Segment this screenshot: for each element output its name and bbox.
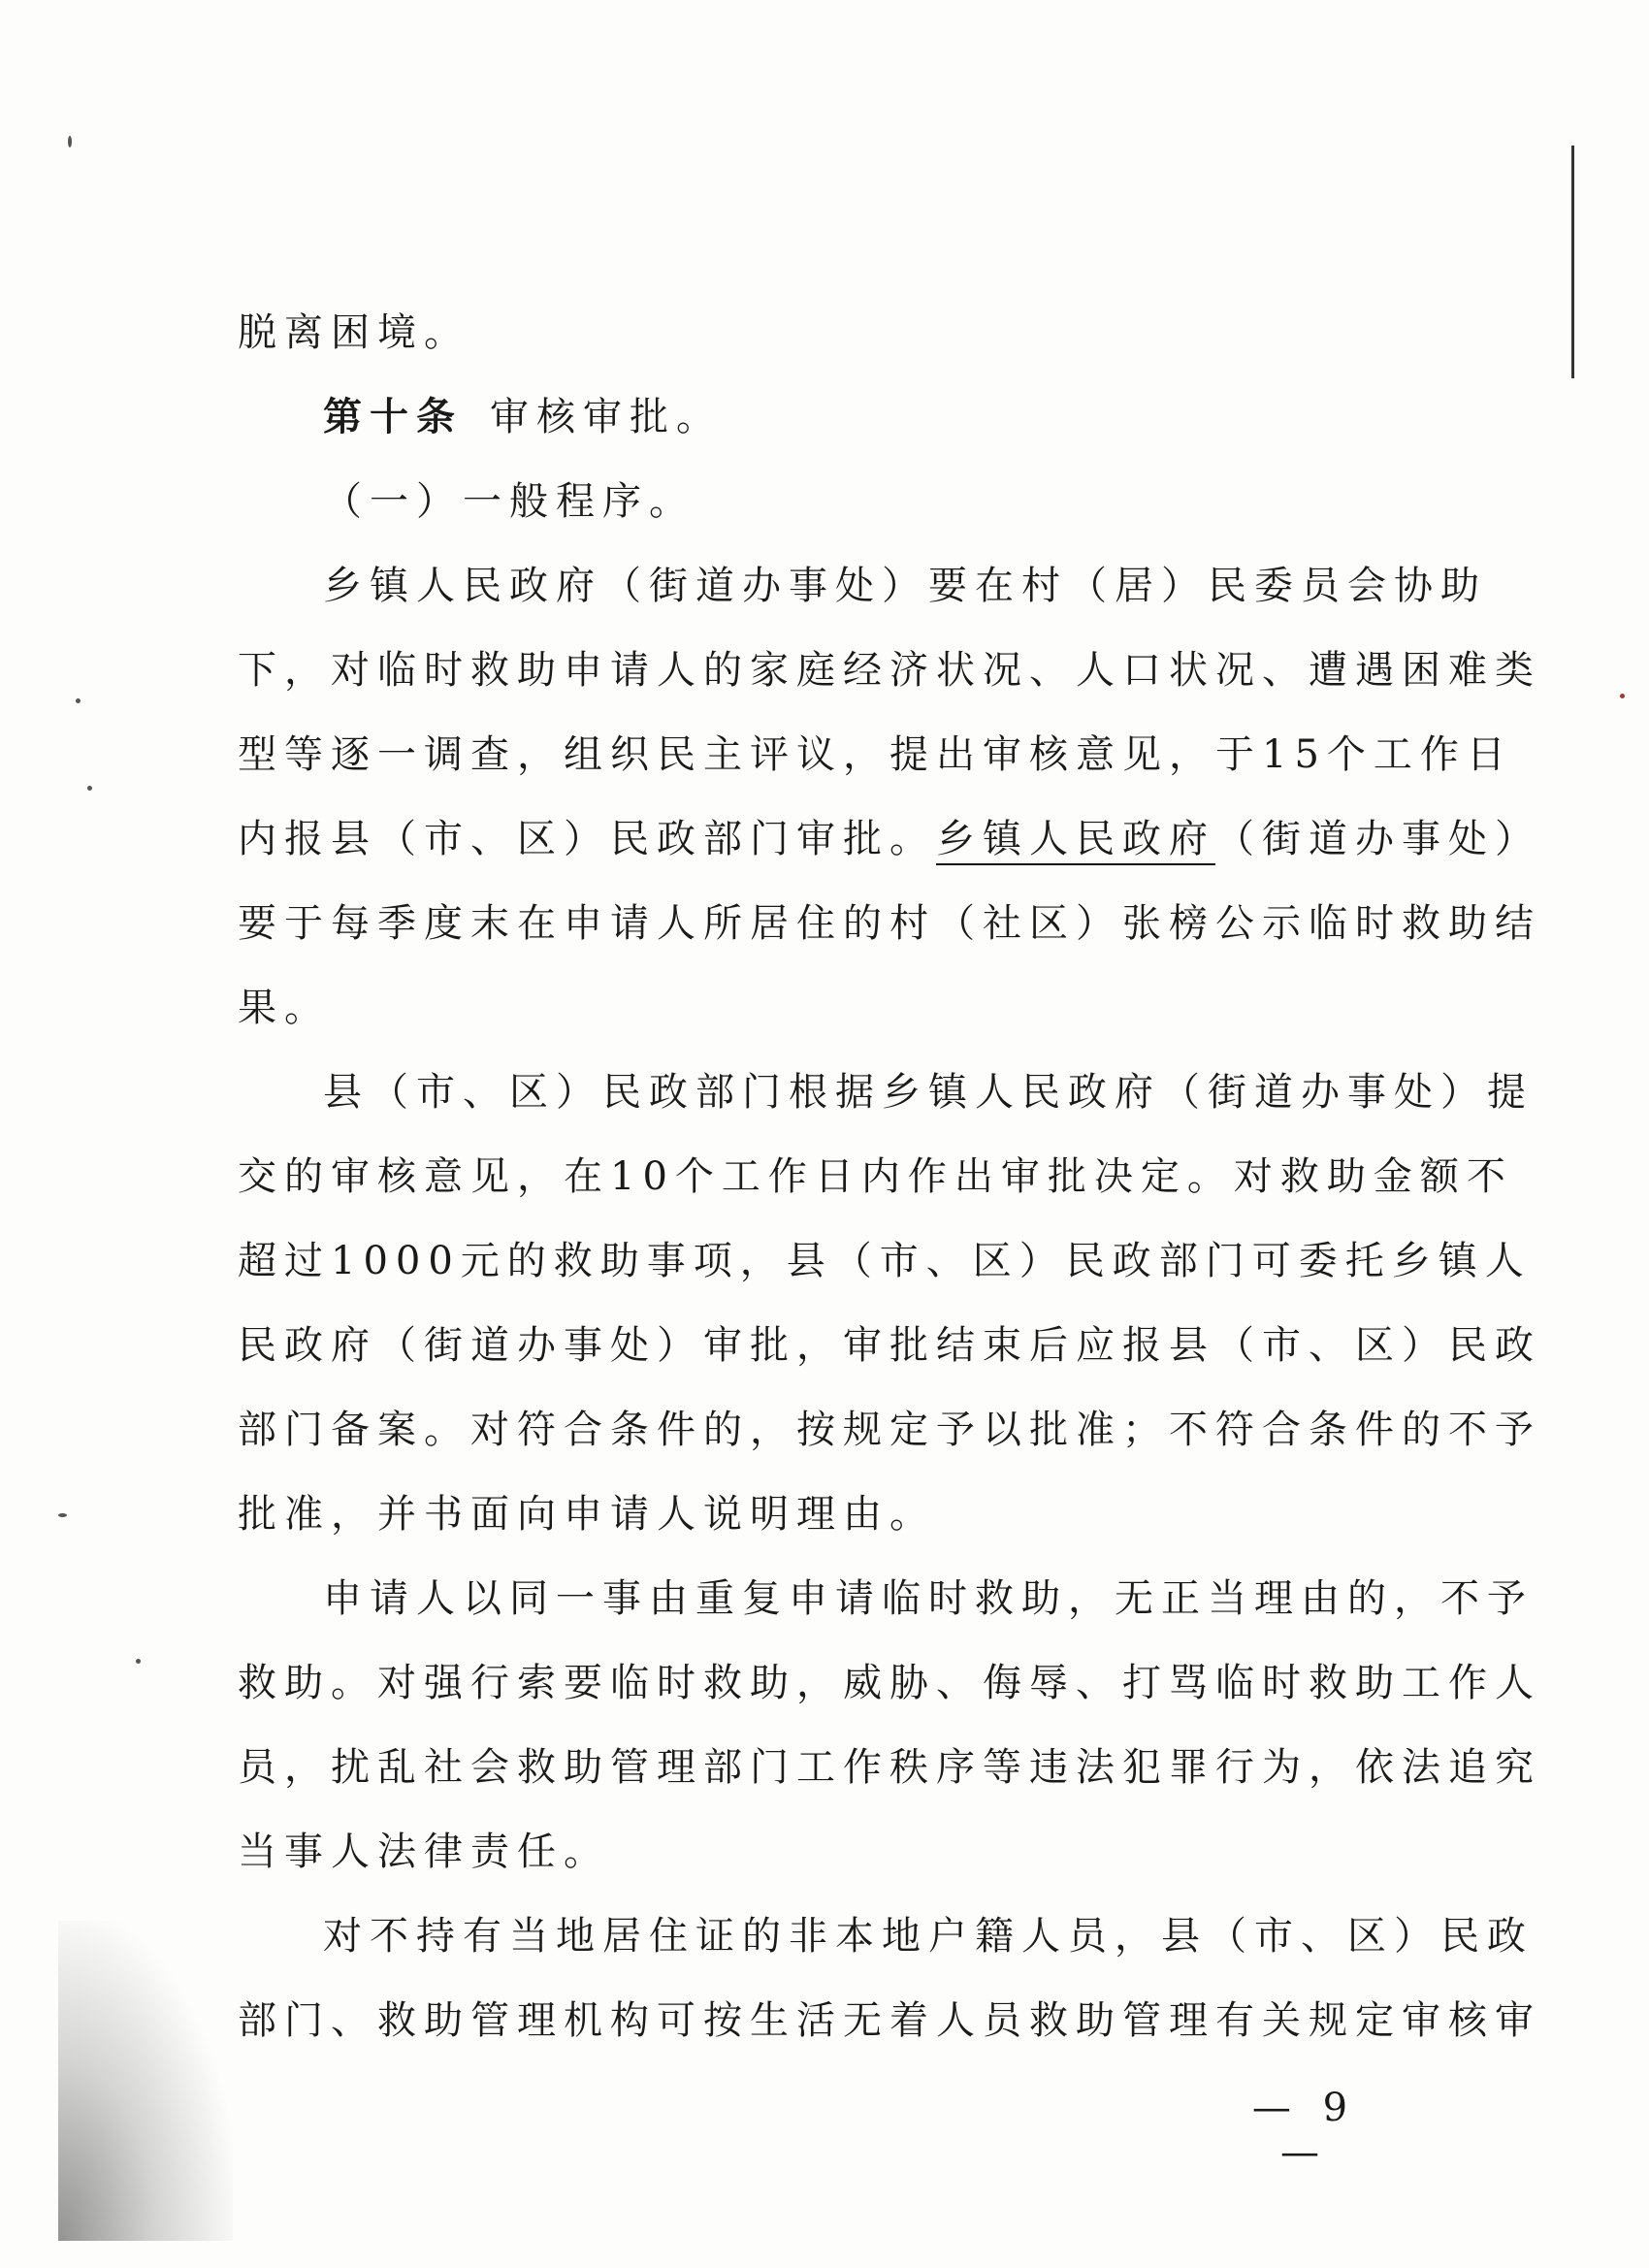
text-line-13: 民政府（街道办事处）审批，审批结束后应报县（市、区）民政 bbox=[238, 1323, 1541, 1368]
text-line-18: 员，扰乱社会救助管理部门工作秩序等违法犯罪行为，依法追究 bbox=[238, 1745, 1541, 1790]
scan-speck bbox=[58, 1513, 67, 1517]
article-number: 第十条 bbox=[323, 395, 463, 439]
text-line-21: 部门、救助管理机构可按生活无着人员救助管理有关规定审核审 bbox=[238, 1998, 1541, 2043]
text-line-14: 部门备案。对符合条件的，按规定予以批准；不符合条件的不予 bbox=[238, 1408, 1541, 1452]
text-line-20: 对不持有当地居住证的非本地户籍人员，县（市、区）民政 bbox=[323, 1914, 1534, 1959]
article-heading bbox=[238, 375, 1402, 460]
scan-speck bbox=[1620, 694, 1625, 698]
text-line-7-before: 内报县（市、区）民政部门审批。 bbox=[238, 817, 936, 861]
text-line-3: （一）一般程序。 bbox=[323, 479, 695, 524]
text-line-16: 申请人以同一事由重复申请临时救助，无正当理由的，不予 bbox=[323, 1576, 1534, 1621]
scan-speck bbox=[68, 136, 72, 147]
handwritten-underline-text: 乡镇人民政府 bbox=[936, 817, 1215, 865]
text-line-7 bbox=[238, 797, 1541, 882]
text-line-11: 交的审核意见，在10个工作日内作出审批决定。对救助金额不 bbox=[238, 1154, 1513, 1199]
scan-shadow bbox=[58, 1921, 233, 2241]
body-text bbox=[238, 291, 1541, 2063]
text-line-6: 型等逐一调查，组织民主评议，提出审核意见，于15个工作日 bbox=[238, 732, 1513, 777]
text-line-9: 果。 bbox=[238, 986, 331, 1030]
text-line-17: 救助。对强行索要临时救助，威胁、侮辱、打骂临时救助工作人 bbox=[238, 1661, 1541, 1705]
text-line-10: 县（市、区）民政部门根据乡镇人民政府（街道办事处）提 bbox=[323, 1070, 1534, 1115]
text-line-12: 超过1000元的救助事项，县（市、区）民政部门可委托乡镇人 bbox=[238, 1239, 1532, 1283]
text-line-7-after: （街道办事处） bbox=[1215, 817, 1541, 861]
text-line-15: 批准，并书面向申请人说明理由。 bbox=[238, 1492, 936, 1537]
margin-rule bbox=[1571, 146, 1574, 378]
text-line-1: 脱离困境。 bbox=[238, 310, 470, 355]
scan-speck bbox=[76, 698, 81, 703]
text-line-8: 要于每季度末在申请人所居住的村（社区）张榜公示临时救助结 bbox=[238, 901, 1541, 946]
page-number: — 9 — bbox=[1251, 2086, 1358, 2175]
text-line-4: 乡镇人民政府（街道办事处）要在村（居）民委员会协助 bbox=[323, 564, 1487, 608]
text-line-5: 下，对临时救助申请人的家庭经济状况、人口状况、遭遇困难类 bbox=[238, 648, 1541, 693]
scan-speck bbox=[136, 1659, 141, 1664]
scan-speck bbox=[87, 786, 92, 791]
text-line-19: 当事人法律责任。 bbox=[238, 1830, 610, 1874]
article-title: 审核审批。 bbox=[490, 395, 723, 439]
